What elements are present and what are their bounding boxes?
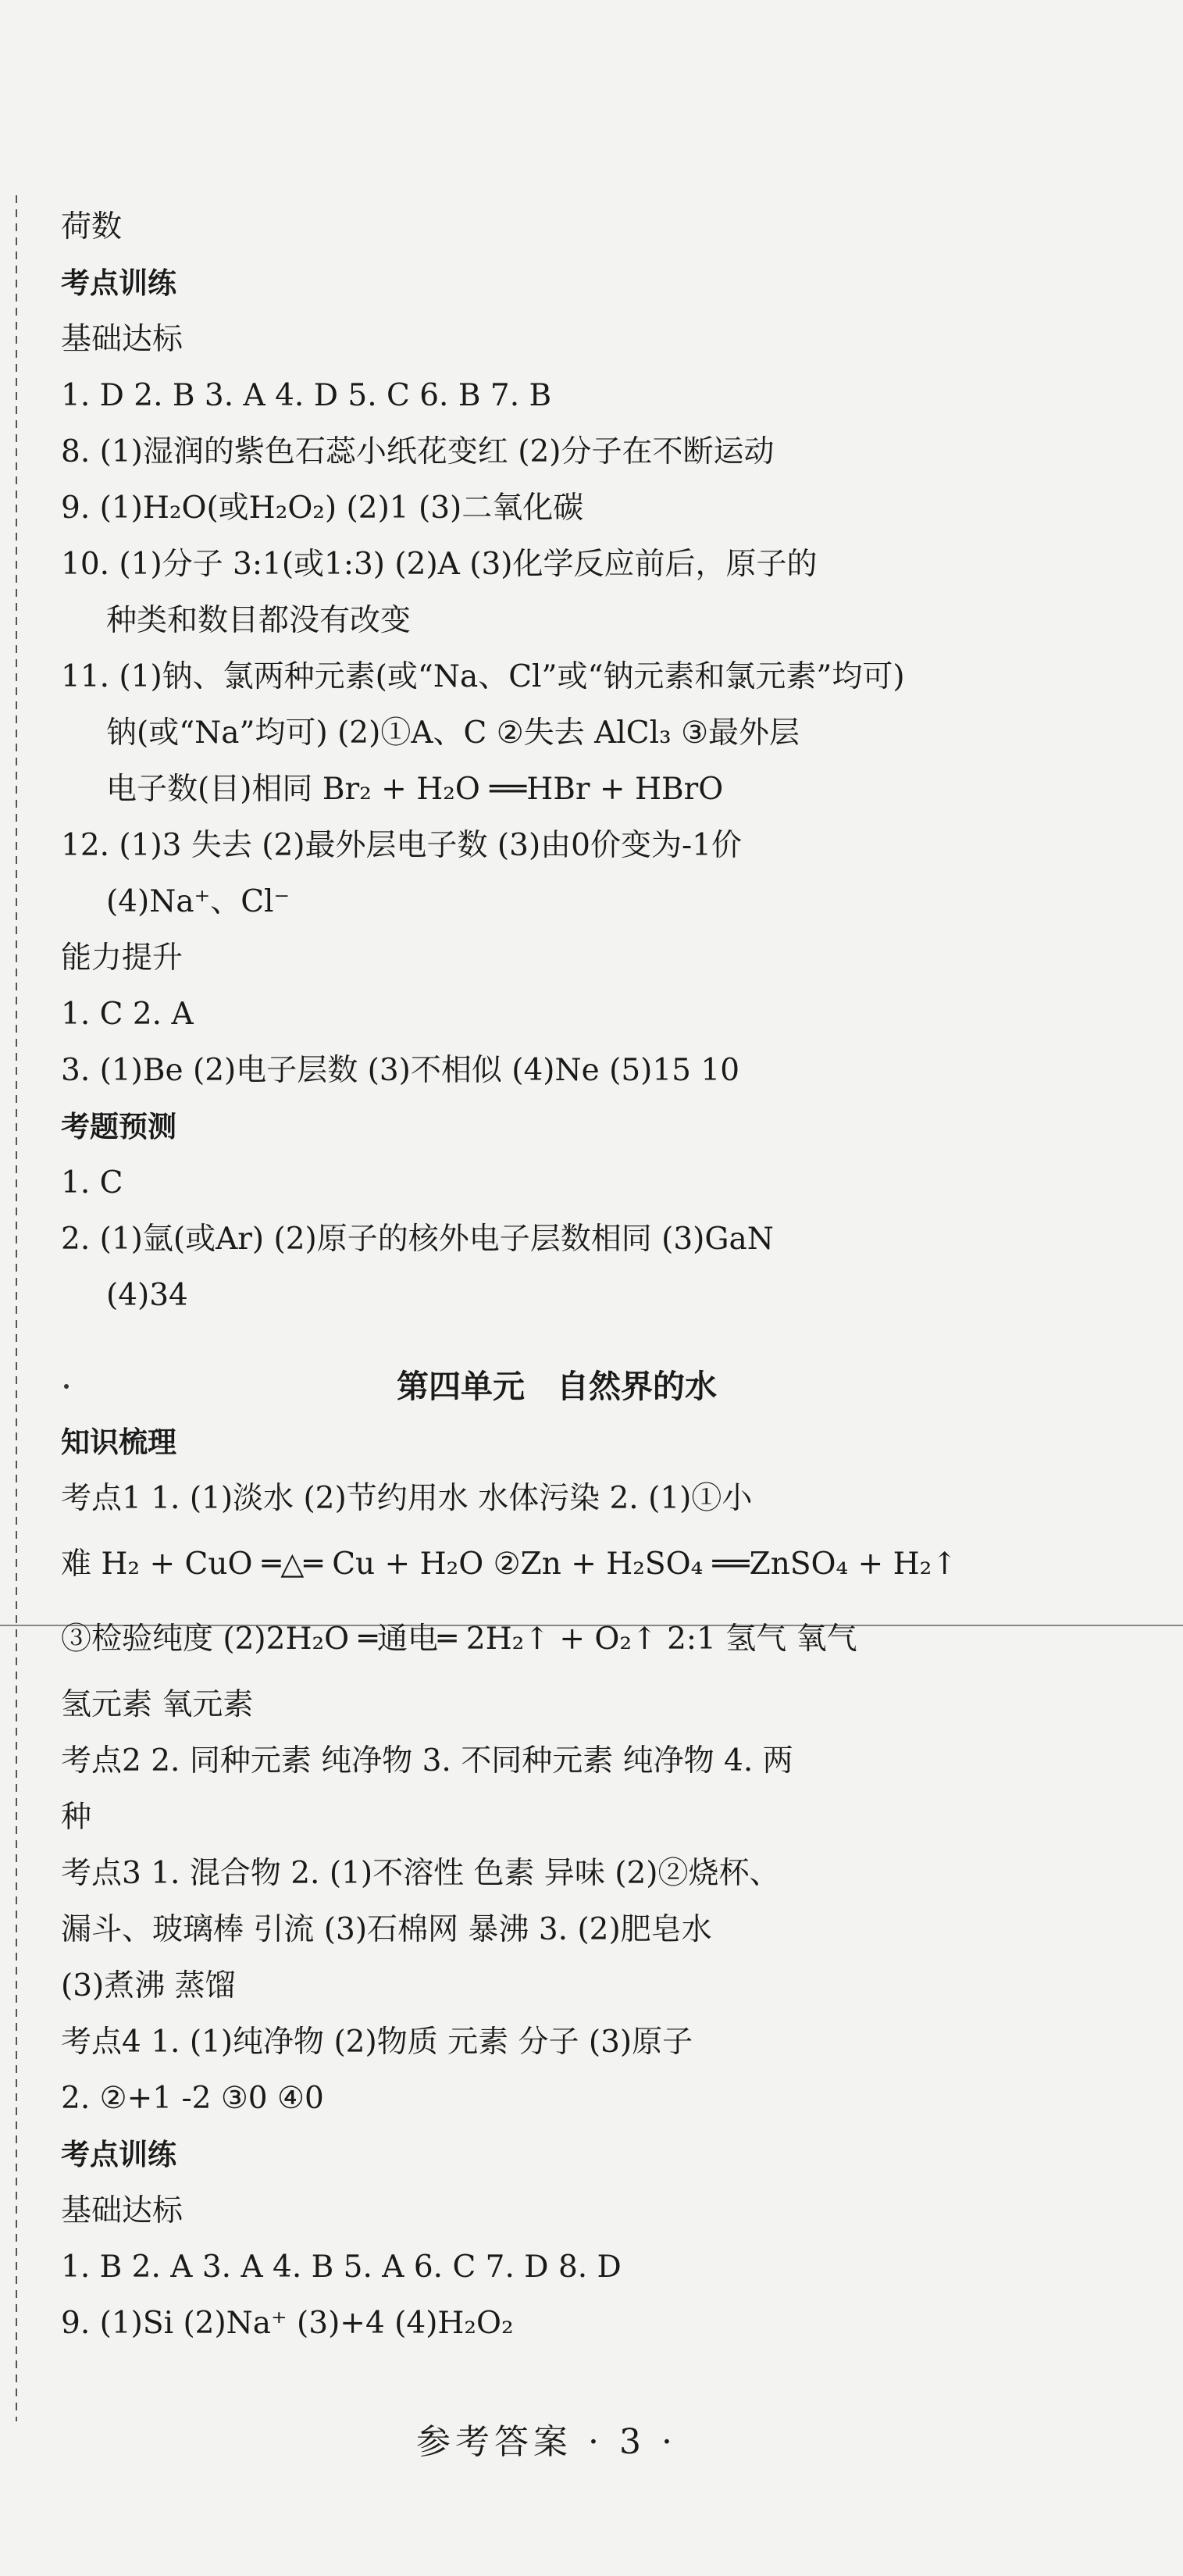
answer-line: 8. (1)湿润的紫色石蕊小纸花变红 (2)分子在不断运动 [61,434,775,469]
answer-line: 1. B 2. A 3. A 4. B 5. A 6. C 7. D 8. D [61,2250,622,2285]
answer-line: 考点3 1. 混合物 2. (1)不溶性 色素 异味 (2)②烧杯、 [61,1856,780,1891]
answer-line: 钠(或“Na”均可) (2)①A、C ②失去 AlCl₃ ③最外层 [106,715,800,751]
answer-line: 9. (1)Si (2)Na⁺ (3)+4 (4)H₂O₂ [61,2306,514,2341]
answer-line: 难 H₂ + CuO ═△═ Cu + H₂O ②Zn + H₂SO₄ ══ZnSO₄ + H₂↑ [61,1547,957,1582]
answer-line: 3. (1)Be (2)电子层数 (3)不相似 (4)Ne (5)15 10 [61,1053,740,1088]
section-heading: 知识梳理 [61,1425,176,1459]
answer-line: 漏斗、玻璃棒 引流 (3)石棉网 暴沸 3. (2)肥皂水 [61,1912,712,1947]
section-heading: 考点训练 [61,2138,176,2171]
answer-line: 电子数(目)相同 Br₂ + H₂O ══HBr + HBrO [106,772,724,807]
answer-line: 10. (1)分子 3:1(或1:3) (2)A (3)化学反应前后，原子的 [61,547,818,582]
page-footer: 参考答案 · 3 · [416,2422,677,2462]
subsection-heading: 能力提升 [61,940,184,976]
answer-line: (4)Na⁺、Cl⁻ [106,884,290,919]
answer-line: 1. C [61,1165,123,1201]
answer-line: ③检验纯度 (2)2H₂O ═通电═ 2H₂↑ + O₂↑ 2:1 氢气 氧气 [61,1622,857,1657]
answer-line: 种类和数目都没有改变 [106,603,412,638]
answer-line: 考点1 1. (1)淡水 (2)节约用水 水体污染 2. (1)①小 [61,1481,753,1516]
answer-line: 种 [61,1800,92,1835]
answer-line: 9. (1)H₂O(或H₂O₂) (2)1 (3)二氧化碳 [61,491,584,526]
answer-line: 2. ②+1 -2 ③0 ④0 [61,2081,324,2116]
answer-content [61,199,1006,2352]
answer-line: (3)煮沸 蒸馏 [61,1968,236,2003]
answer-line: 2. (1)氩(或Ar) (2)原子的核外电子层数相同 (3)GaN [61,1222,774,1257]
unit-title: 第四单元 自然界的水 [397,1368,717,1405]
answer-line: (4)34 [106,1278,188,1313]
answer-line: 11. (1)钠、氯两种元素(或“Na、Cl”或“钠元素和氯元素”均可) [61,659,905,694]
answer-line: 12. (1)3 失去 (2)最外层电子数 (3)由0价变为-1价 [61,828,742,863]
section-heading: 考题预测 [61,1110,176,1144]
text-line: 荷数 [61,209,123,244]
answer-line: 1. D 2. B 3. A 4. D 5. C 6. B 7. B [61,378,552,413]
answer-line: 考点4 1. (1)纯净物 (2)物质 元素 分子 (3)原子 [61,2025,693,2060]
subsection-heading: 基础达标 [61,322,184,357]
section-heading: 考点训练 [61,266,176,300]
answer-line: 1. C 2. A [61,997,194,1032]
answer-line: 考点2 2. 同种元素 纯净物 3. 不同种元素 纯净物 4. 两 [61,1743,793,1779]
answer-line: 氢元素 氧元素 [61,1687,254,1722]
subsection-heading: 基础达标 [61,2193,184,2228]
margin-dashed-rule [16,195,17,2421]
